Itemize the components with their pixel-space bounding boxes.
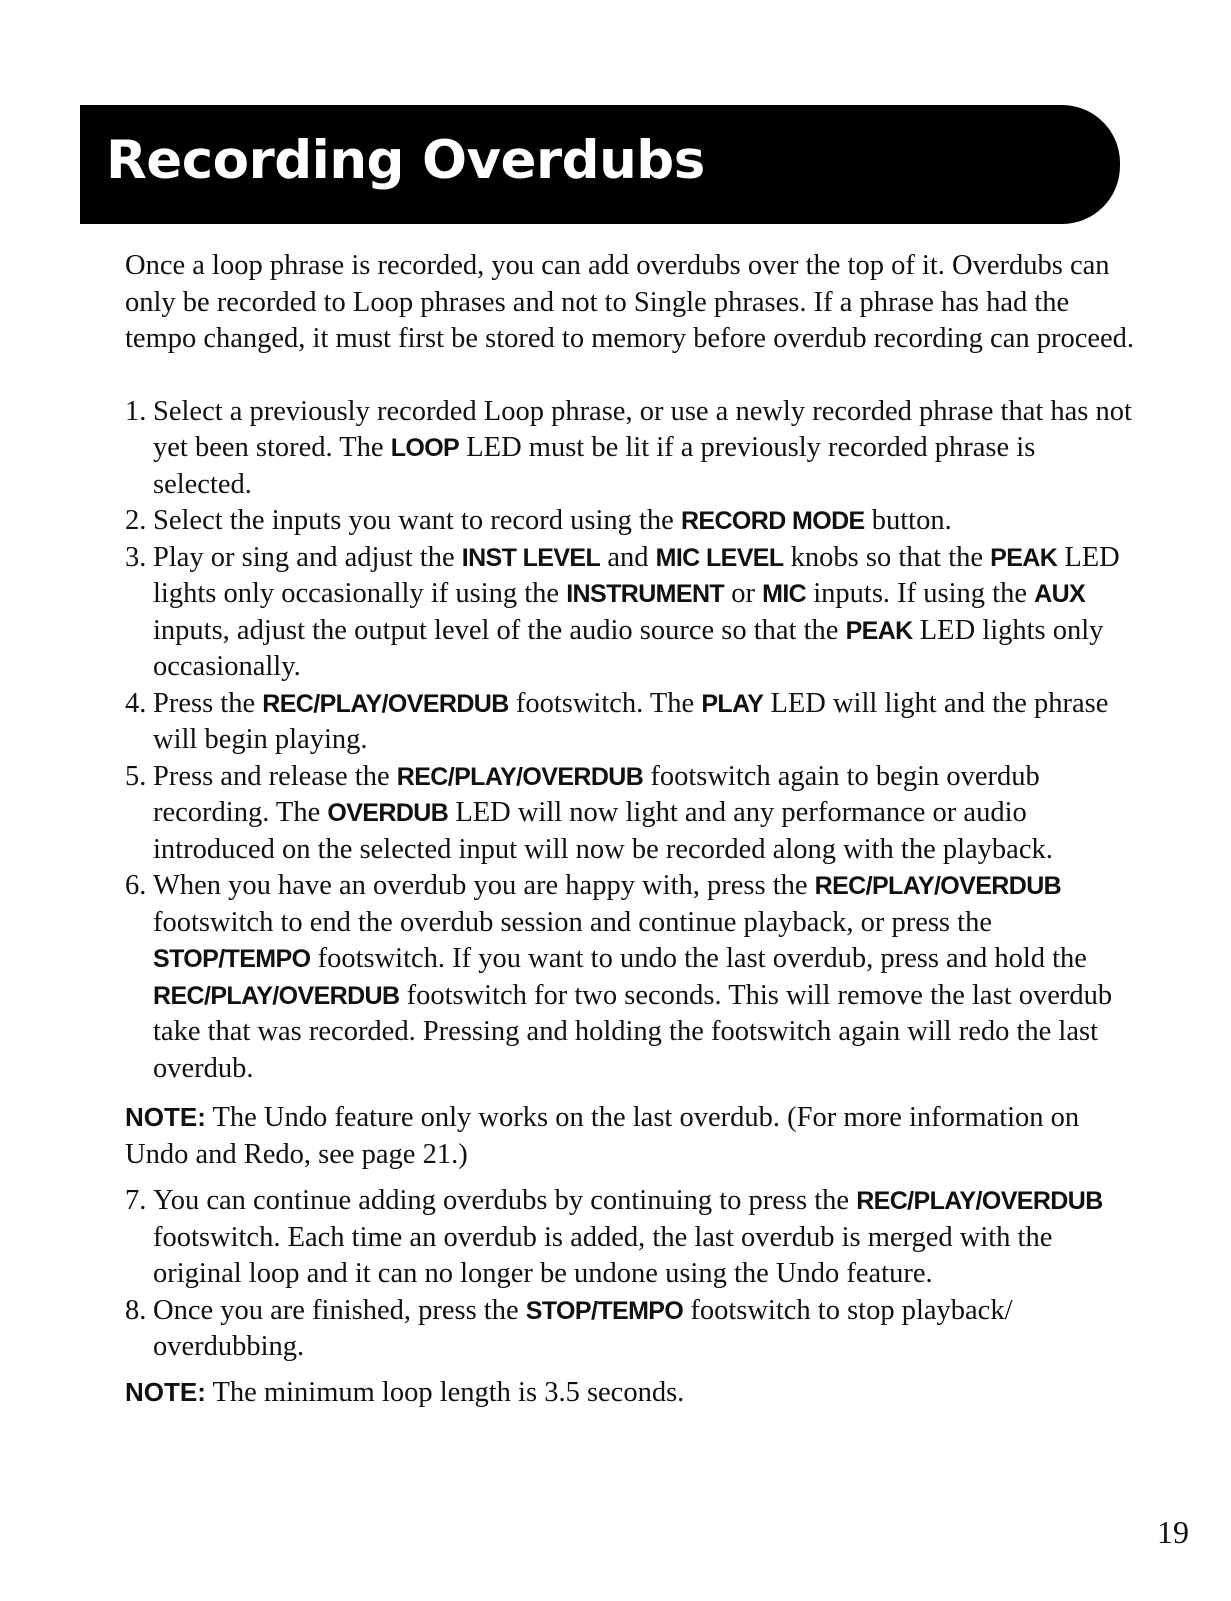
step-number: 3. (125, 541, 147, 573)
control-name: INST LEVEL (461, 543, 601, 572)
list-item (125, 1183, 1135, 1293)
note-text: The Undo feature only works on the last overdub. (For more information on Undo and Redo, see page 21.) (125, 1102, 1080, 1170)
list-item (125, 1293, 1135, 1366)
list-item (125, 686, 1135, 759)
list-item (125, 540, 1135, 686)
step-number: 5. (125, 760, 147, 792)
step-text: You can continue adding overdubs by continuing to press the (153, 1185, 857, 1216)
control-name: AUX (1034, 580, 1086, 608)
step-number: 2. (125, 505, 147, 536)
note-label: NOTE: (125, 1376, 206, 1407)
control-name: REC/PLAY/OVERDUB (396, 762, 644, 791)
step-number: 7. (125, 1185, 147, 1216)
step-text: Select a previously recorded Loop phrase, or use a newly recorded phrase that has not yet been stored. The (153, 395, 1132, 463)
page-title: Recording Overdubs (106, 130, 705, 191)
step-text: footswitch to stop playback/ overdubbing. (153, 1294, 1013, 1362)
step-text: footswitch. Each time an overdub is added, the last overdub is merged with the original loop and it can no longer be undone using the Undo feature. (153, 1221, 1053, 1289)
undo-note (125, 1099, 1135, 1173)
step-text: footswitch for two seconds. This will remove the last overdub take that was recorded. Pressing and holding the footswitch again will redo the last overdub. (153, 979, 1113, 1084)
step-text: LED must be lit if a previously recorded phrase is selected. (153, 432, 1036, 500)
page-content (125, 248, 1135, 1411)
control-name: MIC LEVEL (655, 543, 784, 572)
control-name: STOP/TEMPO (525, 1296, 684, 1325)
step-text: or (724, 578, 763, 609)
list-item (125, 394, 1135, 504)
step-number: 1. (125, 395, 147, 427)
step-text: footswitch again to begin overdub recording. The (153, 760, 1040, 828)
page-number: 19 (1157, 1514, 1189, 1550)
step-text: inputs. If using the (806, 578, 1035, 609)
step-text: LED lights only occasionally. (153, 614, 1104, 682)
steps-list (125, 394, 1135, 1088)
note-label: NOTE: (125, 1102, 206, 1132)
note-text: The minimum loop length is 3.5 seconds. (205, 1376, 685, 1408)
step-text: button. (864, 505, 952, 536)
step-text: Press the (153, 687, 263, 719)
control-name: REC/PLAY/OVERDUB (814, 872, 1062, 900)
step-text: LED will now light and any performance or audio introduced on the selected input will now be recorded along with the playback. (153, 797, 1053, 865)
step-number: 4. (125, 687, 147, 719)
step-text: footswitch. The (508, 687, 702, 719)
step-text: Select the inputs you want to record using the (153, 505, 681, 536)
loop-length-note (125, 1374, 1135, 1412)
control-name: LOOP (390, 434, 460, 462)
step-text: and (600, 541, 656, 573)
control-name: REC/PLAY/OVERDUB (262, 689, 509, 718)
step-text: LED lights only occasionally if using the (153, 541, 1120, 609)
control-name: REC/PLAY/OVERDUB (153, 981, 400, 1010)
control-name: RECORD MODE (680, 507, 865, 535)
step-text: footswitch to end the overdub session and continue playback, or press the (153, 906, 992, 938)
list-item (125, 503, 1135, 540)
step-text: knobs so that the (783, 541, 991, 573)
list-item (125, 759, 1135, 869)
steps-list-continued (125, 1183, 1135, 1366)
control-name: INSTRUMENT (566, 580, 725, 608)
step-text: inputs, adjust the output level of the audio source so that the (153, 614, 846, 646)
control-name: STOP/TEMPO (153, 945, 311, 973)
step-number: 8. (125, 1294, 147, 1326)
control-name: PEAK (990, 543, 1058, 572)
intro-paragraph: Once a loop phrase is recorded, you can add overdubs over the top of it. Overdubs can only be recorded to Loop phrases and not to Single phrases. If a phrase has had the tempo changed, it must first be stored to memory before overdub recording can proceed. (125, 250, 1135, 354)
control-name: PLAY (701, 689, 764, 718)
step-text: Play or sing and adjust the (153, 541, 462, 573)
control-name: PEAK (845, 616, 913, 645)
step-text: LED will light and the phrase will begin playing. (153, 687, 1109, 755)
step-text: Once you are finished, press the (153, 1294, 526, 1326)
step-number: 6. (125, 870, 147, 901)
control-name: MIC (762, 580, 807, 608)
step-text: When you have an overdub you are happy with, press the (153, 870, 815, 901)
control-name: REC/PLAY/OVERDUB (856, 1187, 1103, 1215)
step-text: Press and release the (153, 760, 397, 792)
step-text: footswitch. If you want to undo the last overdub, press and hold the (310, 943, 1087, 974)
control-name: OVERDUB (327, 799, 449, 827)
list-item (125, 868, 1135, 1087)
